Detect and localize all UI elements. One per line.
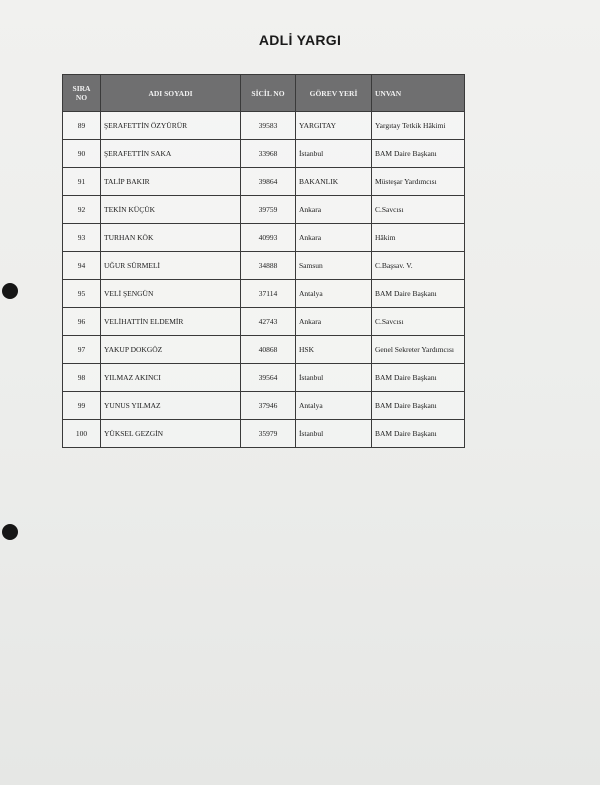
- table-row: [63, 168, 465, 196]
- cell-adi-soyadi: VELİHATTİN ELDEMİR: [101, 308, 241, 336]
- cell-gorev-yeri: Antalya: [296, 280, 372, 308]
- table-row: [63, 420, 465, 448]
- cell-gorev-yeri: İstanbul: [296, 364, 372, 392]
- cell-sira-no: 91: [63, 168, 101, 196]
- cell-sira-no: 92: [63, 196, 101, 224]
- cell-gorev-yeri: BAKANLIK: [296, 168, 372, 196]
- cell-unvan: Müsteşar Yardımcısı: [372, 168, 465, 196]
- header-gorev-yeri: GÖREV YERİ: [296, 75, 372, 112]
- cell-unvan: BAM Daire Başkanı: [372, 140, 465, 168]
- cell-sira-no: 99: [63, 392, 101, 420]
- table-header-row: [63, 75, 465, 112]
- cell-adi-soyadi: UĞUR SÜRMELİ: [101, 252, 241, 280]
- cell-gorev-yeri: YARGITAY: [296, 112, 372, 140]
- cell-gorev-yeri: Ankara: [296, 224, 372, 252]
- cell-adi-soyadi: TALİP BAKIR: [101, 168, 241, 196]
- table-row: [63, 364, 465, 392]
- cell-sicil-no: 40868: [241, 336, 296, 364]
- cell-gorev-yeri: İstanbul: [296, 420, 372, 448]
- cell-unvan: Hâkim: [372, 224, 465, 252]
- cell-adi-soyadi: YUNUS YILMAZ: [101, 392, 241, 420]
- cell-gorev-yeri: Samsun: [296, 252, 372, 280]
- table-row: [63, 112, 465, 140]
- cell-sicil-no: 39583: [241, 112, 296, 140]
- header-sicil-no: SİCİL NO: [241, 75, 296, 112]
- cell-unvan: Yargıtay Tetkik Hâkimi: [372, 112, 465, 140]
- cell-sira-no: 96: [63, 308, 101, 336]
- cell-adi-soyadi: YAKUP DOKGÖZ: [101, 336, 241, 364]
- cell-sicil-no: 40993: [241, 224, 296, 252]
- cell-adi-soyadi: YILMAZ AKINCI: [101, 364, 241, 392]
- cell-adi-soyadi: ŞERAFETTİN ÖZYÜRÜR: [101, 112, 241, 140]
- cell-unvan: C.Başsav. V.: [372, 252, 465, 280]
- header-sira-no: SIRA NO: [63, 75, 101, 112]
- table-row: [63, 392, 465, 420]
- cell-unvan: BAM Daire Başkanı: [372, 364, 465, 392]
- cell-unvan: BAM Daire Başkanı: [372, 280, 465, 308]
- cell-sira-no: 98: [63, 364, 101, 392]
- cell-unvan: C.Savcısı: [372, 196, 465, 224]
- cell-unvan: Genel Sekreter Yardımcısı: [372, 336, 465, 364]
- cell-sira-no: 90: [63, 140, 101, 168]
- cell-sicil-no: 39759: [241, 196, 296, 224]
- cell-sira-no: 100: [63, 420, 101, 448]
- header-unvan: UNVAN: [372, 75, 465, 112]
- cell-sicil-no: 37946: [241, 392, 296, 420]
- cell-gorev-yeri: Ankara: [296, 196, 372, 224]
- table-row: [63, 196, 465, 224]
- cell-gorev-yeri: Antalya: [296, 392, 372, 420]
- table-row: [63, 308, 465, 336]
- cell-sicil-no: 39564: [241, 364, 296, 392]
- cell-adi-soyadi: YÜKSEL GEZGİN: [101, 420, 241, 448]
- table-row: [63, 336, 465, 364]
- cell-gorev-yeri: Ankara: [296, 308, 372, 336]
- cell-sira-no: 95: [63, 280, 101, 308]
- table-row: [63, 280, 465, 308]
- cell-adi-soyadi: TURHAN KÖK: [101, 224, 241, 252]
- cell-gorev-yeri: İstanbul: [296, 140, 372, 168]
- punch-hole: [2, 524, 18, 540]
- cell-sicil-no: 35979: [241, 420, 296, 448]
- personnel-table: [62, 74, 465, 448]
- header-adi-soyadi: ADI SOYADI: [101, 75, 241, 112]
- punch-hole: [2, 283, 18, 299]
- cell-unvan: C.Savcısı: [372, 308, 465, 336]
- cell-sicil-no: 34888: [241, 252, 296, 280]
- cell-adi-soyadi: ŞERAFETTİN SAKA: [101, 140, 241, 168]
- cell-adi-soyadi: VELİ ŞENGÜN: [101, 280, 241, 308]
- cell-sicil-no: 33968: [241, 140, 296, 168]
- cell-adi-soyadi: TEKİN KÜÇÜK: [101, 196, 241, 224]
- table-row: [63, 252, 465, 280]
- cell-sicil-no: 39864: [241, 168, 296, 196]
- cell-unvan: BAM Daire Başkanı: [372, 420, 465, 448]
- cell-gorev-yeri: HSK: [296, 336, 372, 364]
- table-row: [63, 224, 465, 252]
- cell-unvan: BAM Daire Başkanı: [372, 392, 465, 420]
- cell-sicil-no: 42743: [241, 308, 296, 336]
- cell-sira-no: 89: [63, 112, 101, 140]
- table-row: [63, 140, 465, 168]
- cell-sira-no: 97: [63, 336, 101, 364]
- cell-sira-no: 94: [63, 252, 101, 280]
- cell-sira-no: 93: [63, 224, 101, 252]
- cell-sicil-no: 37114: [241, 280, 296, 308]
- page-title: ADLİ YARGI: [258, 32, 342, 48]
